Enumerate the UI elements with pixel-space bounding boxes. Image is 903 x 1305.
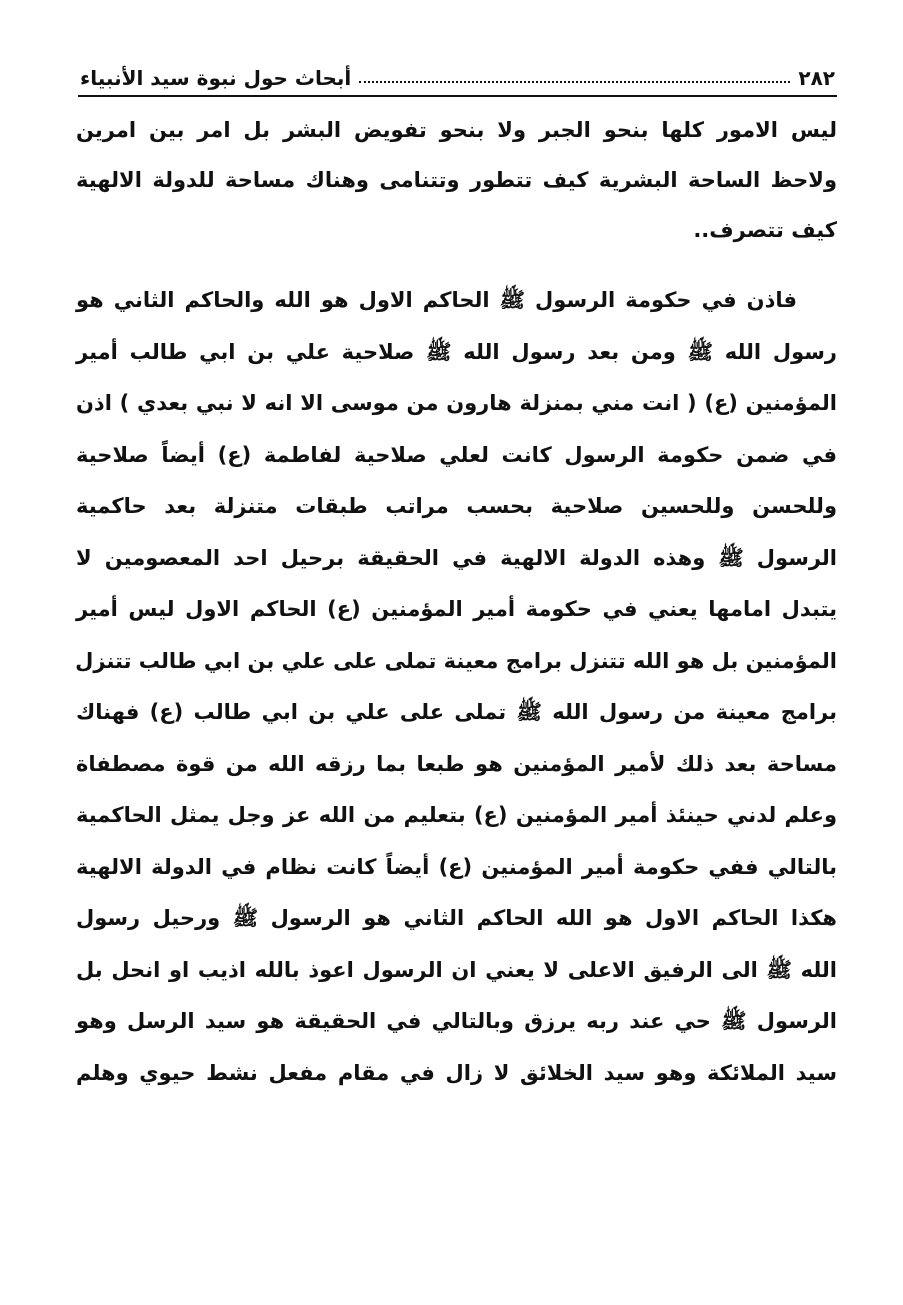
text-line: وللحسن وللحسين صلاحية بحسب مراتب طبقات متنزلة بعد حاكمية [76,494,837,518]
header-dot-leader [359,81,790,83]
text-line: الرسول ﷺ حي عند ربه يرزق وبالتالي في الحقيقة هو سيد الرسل وهو [76,1009,837,1033]
text-line: سيد الملائكة وهو سيد الخلائق لا زال في مقام مفعل نشط حيوي وهلم [76,1061,837,1085]
text-line: الرسول ﷺ وهذه الدولة الالهية في الحقيقة برحيل احد المعصومين لا [76,546,837,570]
text-line: هكذا الحاكم الاول هو الله الحاكم الثاني هو الرسول ﷺ ورحيل رسول [76,906,837,930]
text-line: ليس الامور كلها بنحو الجبر ولا بنحو تفويض البشر بل امر بين امرين [76,118,837,142]
text-line: بالتالي ففي حكومة أمير المؤمنين (ع) أيضاً كانت نظام في الدولة الالهية [76,855,837,879]
page-number: ٢٨٢ [798,66,835,90]
running-header [80,56,835,90]
text-line: مساحة بعد ذلك لأمير المؤمنين هو طبعا بما رزقه الله من قوة مصطفاة [76,752,837,776]
text-line: الله ﷺ الى الرفيق الاعلى لا يعني ان الرسول اعوذ بالله اذيب او انحل بل [76,958,837,982]
text-line: برامج معينة من رسول الله ﷺ تملى على علي بن ابي طالب (ع) فهناك [76,700,837,724]
text-line: المؤمنين بل هو الله تتنزل برامج معينة تملى على علي بن ابي طالب تتنزل [75,649,837,673]
text-line: رسول الله ﷺ ومن بعد رسول الله ﷺ صلاحية علي بن ابي طالب أمير [76,340,837,364]
text-line: وعلم لدني حينئذ أمير المؤمنين (ع) بتعليم من الله عز وجل يمثل الحاكمية [76,803,837,827]
book-title: أبحاث حول نبوة سيد الأنبياء [80,66,352,90]
text-line: كيف تتصرف.. [693,218,837,242]
header-rule [78,95,837,97]
text-line: المؤمنين (ع) ( انت مني بمنزلة هارون من موسى الا انه لا نبي بعدي ) اذن [76,391,837,415]
text-line: في ضمن حكومة الرسول كانت لعلي صلاحية لفاطمة (ع) أيضاً صلاحية [76,443,837,467]
text-line: فاذن في حكومة الرسول ﷺ الحاكم الاول هو الله والحاكم الثاني هو [76,288,797,312]
text-line: ولاحظ الساحة البشرية كيف تتطور وتتنامى وهناك مساحة للدولة الالهية [76,168,837,192]
text-line: يتبدل امامها يعني في حكومة أمير المؤمنين (ع) الحاكم الاول ليس أمير [76,597,837,621]
